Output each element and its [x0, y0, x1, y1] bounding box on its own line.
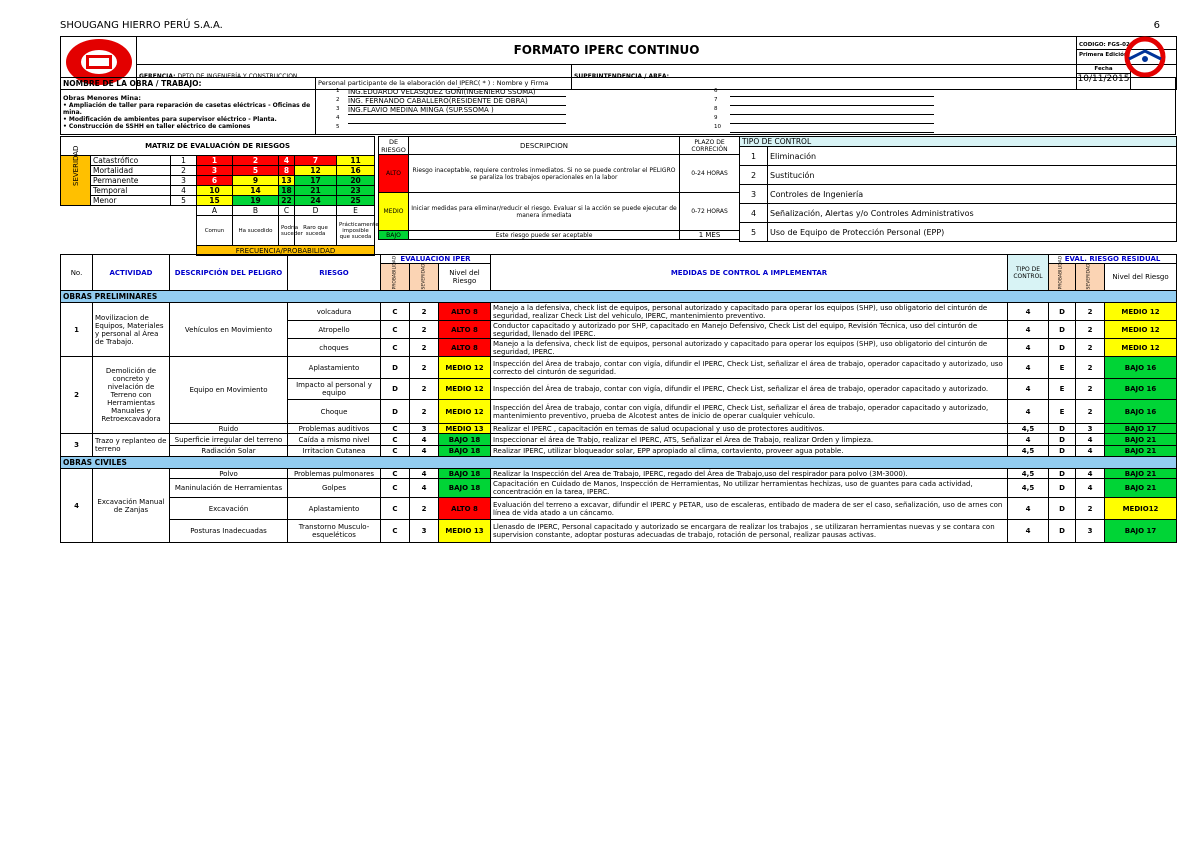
table-row [61, 357, 1177, 379]
matrix-cell: 25 [337, 196, 375, 206]
hazard-cell: Ruido [170, 424, 288, 434]
measure-cell: Llenasdo de IPERC, Personal capacitado y autorizado se encargara de realizar los trabajos , se utilizaran herramientas nuevas y se contara con supervision constante, adoptar posturas adecuadas de trabajo, rotación de personal, realizar pausas activas. [491, 520, 1008, 543]
activity-number: 3 [61, 434, 93, 457]
col-rsev-header [1076, 264, 1105, 291]
risk-level-medio: MEDIO [379, 193, 409, 231]
matrix-cell: 1 [197, 156, 233, 166]
severity-row-label: Catastrófico [91, 156, 171, 166]
sev-cell: 2 [410, 303, 439, 321]
rprob-cell: D [1049, 520, 1076, 543]
control-type-number: 3 [740, 185, 768, 204]
sev-cell: 2 [410, 379, 439, 400]
severity-row-number: 1 [171, 156, 197, 166]
activity-number: 2 [61, 357, 93, 434]
matrix-cell: 11 [337, 156, 375, 166]
rprob-cell: D [1049, 303, 1076, 321]
sev-cell: 3 [410, 520, 439, 543]
matrix-title: MATRIZ DE EVALUACIÓN DE RIESGOS [61, 137, 375, 156]
col-no-header: No. [61, 255, 93, 291]
matrix-cell: 18 [279, 186, 295, 196]
severity-label: SEVERIDAD [71, 145, 80, 186]
rprob-cell: D [1049, 469, 1076, 479]
severity-row-number: 5 [171, 196, 197, 206]
company-name: SHOUGANG HIERRO PERÚ S.A.A. [60, 20, 223, 31]
rprob-cell: D [1049, 479, 1076, 498]
rlevel-cell: BAJO 21 [1105, 469, 1177, 479]
level-cell: BAJO 18 [439, 434, 491, 446]
measure-cell: Inspeccionar el área de Trabjo, realizar el IPERC, ATS, Señalizar el Área de Trabajo, realizar Orden y limpieza. [491, 434, 1008, 446]
control-type-cell: 4 [1008, 321, 1049, 339]
risk-matrix [60, 136, 379, 256]
personnel-number: 2 [336, 97, 340, 103]
severity-row-number: 4 [171, 186, 197, 196]
rlevel-cell: BAJO 16 [1105, 379, 1177, 400]
control-type-cell: 4,5 [1008, 446, 1049, 457]
activity-label: Excavación Manual de Zanjas [93, 469, 170, 543]
col-rprob-header [1049, 255, 1076, 291]
matrix-cell: 3 [197, 166, 233, 176]
table-row [61, 446, 1177, 457]
table-row [61, 498, 1177, 520]
level-cell: BAJO 18 [439, 446, 491, 457]
personnel-name [730, 97, 934, 106]
rlevel-cell: BAJO 16 [1105, 400, 1177, 424]
frequency-description: Raro que suceda [295, 216, 337, 246]
personnel-list-left [336, 88, 566, 133]
matrix-cell: 16 [337, 166, 375, 176]
correction-period: 1 MES [680, 231, 740, 240]
sev-cell: 4 [410, 479, 439, 498]
personnel-number: 9 [714, 115, 718, 121]
risk-level-alto: ALTO [379, 155, 409, 193]
personnel-number: 5 [336, 124, 340, 130]
sev-cell: 4 [410, 469, 439, 479]
sev-cell: 4 [410, 446, 439, 457]
rlevel-cell: MEDIO 12 [1105, 321, 1177, 339]
agnav-logo-icon [1115, 37, 1175, 77]
level-cell: MEDIO 12 [439, 400, 491, 424]
personnel-name: ING.FLAVIO MEDINA MINGA (SUP.SSOMA ) [348, 106, 566, 115]
correction-period: 0-24 HORAS [680, 155, 740, 193]
severity-row-label: Temporal [91, 186, 171, 196]
rprob-cell: E [1049, 357, 1076, 379]
risk-cell: Transtorno Musculo-esqueléticos [288, 520, 381, 543]
control-type-cell: 4 [1008, 434, 1049, 446]
activity-number: 1 [61, 303, 93, 357]
control-type-cell: 4 [1008, 520, 1049, 543]
matrix-cell: 14 [233, 186, 279, 196]
control-type-number: 4 [740, 204, 768, 223]
control-type-cell: 4 [1008, 498, 1049, 520]
rlevel-cell: BAJO 16 [1105, 357, 1177, 379]
gerencia-value: DPTO DE INGENIERÍA Y CONSTRUCCION [177, 73, 298, 81]
measure-cell: Capacitación en Cuidado de Manos, Inspección de Herramientas, No utilizar herramientas hechizas, uso de guantes para cada actividad, concentración en la tarea, IPERC. [491, 479, 1008, 498]
form-title: FORMATO IPERC CONTINUO [137, 37, 1077, 65]
table-row [61, 303, 1177, 321]
risk-cell: Atropello [288, 321, 381, 339]
prob-cell: C [381, 446, 410, 457]
prob-cell: C [381, 303, 410, 321]
control-type-cell: 4 [1008, 379, 1049, 400]
personnel-name: ING.EDUARDO VELASQUEZ GOÑI(INGENIERO SSOMA) [348, 88, 566, 97]
matrix-cell: 4 [279, 156, 295, 166]
form-code: CODIGO: FGS-02 [1077, 40, 1176, 50]
rlevel-cell: BAJO 21 [1105, 434, 1177, 446]
sev-cell: 2 [410, 357, 439, 379]
rsev-cell: 2 [1076, 498, 1105, 520]
frequency-description: Prácticamente imposible que suceda [337, 216, 375, 246]
table-row [61, 469, 1177, 479]
personnel-name [730, 124, 934, 133]
level-cell: BAJO 18 [439, 479, 491, 498]
risk-level-bajo: BAJO [379, 231, 409, 240]
risk-cell: Aplastamiento [288, 357, 381, 379]
matrix-cell: 13 [279, 176, 295, 186]
personnel-name: ING. FERNANDO CABALLERO(RESIDENTE DE OBRA) [348, 97, 566, 106]
correction-period-header: PLAZO DE CORRECIÓN [680, 137, 740, 155]
personnel-name [730, 115, 934, 124]
personnel-list-right [714, 88, 934, 133]
rprob-cell: D [1049, 498, 1076, 520]
sev-cell: 2 [410, 498, 439, 520]
control-type-label: Eliminación [768, 147, 1177, 166]
sev-cell: 3 [410, 424, 439, 434]
matrix-cell: 10 [197, 186, 233, 196]
personnel-number: 10 [714, 124, 721, 130]
rprob-cell: D [1049, 424, 1076, 434]
control-type-label: Controles de Ingeniería [768, 185, 1177, 204]
frequency-letter: E [337, 206, 375, 216]
matrix-cell: 12 [295, 166, 337, 176]
matrix-cell: 22 [279, 196, 295, 206]
col-rprob-label: PROBABILIDAD [1058, 255, 1064, 289]
matrix-cell: 19 [233, 196, 279, 206]
measure-cell: Conductor capacitado y autorizado por SHP, capacitado en Manejo Defensivo, Check List del equipo, Revisión Técnica, uso del cinturón de seguridad, llenado del IPERC. [491, 321, 1008, 339]
superintendencia-label: SUPERINTENDENCIA / AREA: [572, 64, 1077, 89]
col-sev-label: SEVERIDAD [421, 262, 427, 289]
col-control-type-header: TIPO DE CONTROL [1008, 255, 1049, 291]
col-prob-label: PROBABILIDAD [392, 255, 398, 289]
table-row [61, 520, 1177, 543]
matrix-cell: 17 [295, 176, 337, 186]
personnel-name [730, 88, 934, 97]
activity-label: Trazo y replanteo de terreno [93, 434, 170, 457]
rsev-cell: 2 [1076, 400, 1105, 424]
rprob-cell: D [1049, 446, 1076, 457]
sev-cell: 2 [410, 400, 439, 424]
activity-label: Demolición de concreto y nivelación de Terreno con Herramientas Manuales y Retroexcavadora [93, 357, 170, 434]
work-block [60, 77, 1176, 135]
work-line-2: • Ampliación de taller para reparación de casetas eléctricas - Oficinas de mina. [63, 102, 311, 116]
personnel-name [348, 115, 566, 124]
gerencia-label: GERENCIA: [139, 73, 176, 81]
rprob-cell: E [1049, 379, 1076, 400]
personnel-number: 1 [336, 88, 340, 94]
measure-cell: Manejo a la defensiva, check list de equipos, personal autorizado y capacitado para operar los equipos (SHP), uso obligatorio del cinturón de seguridad, IPERC. [491, 339, 1008, 357]
personnel-name [730, 106, 934, 115]
col-rlevel-header: Nivel del Riesgo [1105, 264, 1177, 291]
rlevel-cell: BAJO 21 [1105, 479, 1177, 498]
col-measures-header: MEDIDAS DE CONTROL A IMPLEMENTAR [491, 255, 1008, 291]
rlevel-cell: BAJO 17 [1105, 424, 1177, 434]
rlevel-cell: MEDIO 12 [1105, 339, 1177, 357]
rsev-cell: 2 [1076, 321, 1105, 339]
control-type-number: 5 [740, 223, 768, 242]
measure-cell: Realizar IPERC, utilizar bloqueador solar, EPP apropiado al clima, cortaviento, proveer agua potable. [491, 446, 1008, 457]
risk-cell: Aplastamiento [288, 498, 381, 520]
risk-cell: Choque [288, 400, 381, 424]
prob-cell: C [381, 424, 410, 434]
rprob-cell: D [1049, 321, 1076, 339]
personnel-number: 7 [714, 97, 718, 103]
sev-cell: 2 [410, 321, 439, 339]
table-row [61, 434, 1177, 446]
section-header: OBRAS CIVILES [61, 457, 1177, 469]
date-value: 10/11/2015 [1077, 73, 1130, 84]
page-number: 6 [1153, 20, 1160, 31]
rlevel-cell: BAJO 17 [1105, 520, 1177, 543]
risk-cell: Irritacion Cutanea [288, 446, 381, 457]
prob-cell: C [381, 339, 410, 357]
personnel-number: 8 [714, 106, 718, 112]
logo-agnav [1115, 37, 1175, 77]
activity-number: 4 [61, 469, 93, 543]
level-cell: MEDIO 12 [439, 357, 491, 379]
control-type-cell: 4,5 [1008, 469, 1049, 479]
section-header: OBRAS PRELIMINARES [61, 291, 1177, 303]
rsev-cell: 4 [1076, 434, 1105, 446]
frequency-description: Ha sucedido [233, 216, 279, 246]
measure-cell: Inspección del Área de trabajo, contar con vigía, difundir el IPERC, Check List, señalizar el área de trabajo, operador capacitado y autorizado. [491, 379, 1008, 400]
risk-cell: Caída a mismo nivel [288, 434, 381, 446]
rsev-cell: 2 [1076, 303, 1105, 321]
severity-row-label: Mortalidad [91, 166, 171, 176]
rlevel-cell: MEDIO12 [1105, 498, 1177, 520]
control-types-table [739, 136, 1177, 242]
personnel-number: 3 [336, 106, 340, 112]
control-type-cell: 4,5 [1008, 479, 1049, 498]
hazard-cell: Vehículos en Movimiento [170, 303, 288, 357]
col-activity-header: ACTIVIDAD [93, 255, 170, 291]
sev-cell: 4 [410, 434, 439, 446]
frequency-letter: D [295, 206, 337, 216]
matrix-cell: 8 [279, 166, 295, 176]
level-cell: ALTO 8 [439, 339, 491, 357]
rprob-cell: D [1049, 434, 1076, 446]
matrix-cell: 21 [295, 186, 337, 196]
level-cell: MEDIO 13 [439, 424, 491, 434]
rlevel-cell: MEDIO 12 [1105, 303, 1177, 321]
activity-label: Movilizacion de Equipos, Materiales y personal al Área de Trabajo. [93, 303, 170, 357]
severity-row-number: 2 [171, 166, 197, 176]
frequency-letter: B [233, 206, 279, 216]
rprob-cell: D [1049, 339, 1076, 357]
col-residual-header: EVAL. RIESGO RESIDUAL [1049, 255, 1177, 264]
frequency-letter: C [279, 206, 295, 216]
col-risk-header: RIESGO [288, 255, 381, 291]
col-sev-header [410, 264, 439, 291]
work-label: NOMBRE DE LA OBRA / TRABAJO: [63, 79, 202, 88]
severity-axis [61, 145, 91, 206]
hazard-cell: Polvo [170, 469, 288, 479]
matrix-cell: 6 [197, 176, 233, 186]
risk-cell: Impacto al personal y equipo [288, 379, 381, 400]
measure-cell: Inspección del Área de trabajo, contar con vigía, difundir el IPERC, Check List, señalizar el área de trabajo, operador capacitado y autorizado, uso correcto del cinturón de seguridad. [491, 357, 1008, 379]
rsev-cell: 4 [1076, 479, 1105, 498]
level-cell: BAJO 18 [439, 469, 491, 479]
rsev-cell: 4 [1076, 469, 1105, 479]
risk-cell: choques [288, 339, 381, 357]
measure-cell: Inspección del Área de trabajo, contar con vigía, difundir el IPERC, Check List, señalizar el área de trabajo, operador capacitado y autorizado, mantenimiento preventivo, prueba de Alcotest antes de inicio de operar cualquier vehículo. [491, 400, 1008, 424]
severity-row-label: Menor [91, 196, 171, 206]
level-cell: ALTO 8 [439, 498, 491, 520]
rprob-cell: E [1049, 400, 1076, 424]
rsev-cell: 2 [1076, 379, 1105, 400]
prob-cell: C [381, 321, 410, 339]
level-cell: ALTO 8 [439, 303, 491, 321]
control-types-title: TIPO DE CONTROL [740, 137, 1177, 147]
col-hazard-header: DESCRIPCIÓN DEL PELIGRO [170, 255, 288, 291]
prob-cell: C [381, 434, 410, 446]
control-type-label: Señalización, Alertas y/o Controles Administrativos [768, 204, 1177, 223]
measure-cell: Evaluación del terreno a excavar, difundir el IPERC y PETAR, uso de escaleras, entibado de madera de ser el caso, señalización, uso de arnes con línea de vida atado a un cáncamo. [491, 498, 1008, 520]
frequency-description: Comun [197, 216, 233, 246]
table-row [61, 479, 1177, 498]
control-type-cell: 4 [1008, 357, 1049, 379]
work-line-4: • Construcción de SSHH en taller eléctrico de camiones [63, 123, 251, 130]
rsev-cell: 2 [1076, 339, 1105, 357]
severity-row-number: 3 [171, 176, 197, 186]
matrix-cell: 24 [295, 196, 337, 206]
risk-level-description: Este riesgo puede ser aceptable [409, 231, 680, 240]
iperc-table [60, 254, 1177, 543]
rsev-cell: 2 [1076, 357, 1105, 379]
table-row [61, 424, 1177, 434]
prob-cell: D [381, 379, 410, 400]
control-type-cell: 4,5 [1008, 424, 1049, 434]
rsev-cell: 3 [1076, 424, 1105, 434]
prob-cell: C [381, 469, 410, 479]
date-label: Fecha [1077, 65, 1130, 74]
control-type-label: Uso de Equipo de Protección Personal (EPP) [768, 223, 1177, 242]
matrix-cell: 20 [337, 176, 375, 186]
page-header [60, 20, 1160, 31]
measure-cell: Realizar el IPERC , capacitación en temas de salud ocupacional y uso de protectores auditivos. [491, 424, 1008, 434]
control-type-number: 2 [740, 166, 768, 185]
risk-cell: Problemas pulmonares [288, 469, 381, 479]
col-rsev-label: SEVERIDAD [1086, 262, 1092, 289]
risk-cell: volcadura [288, 303, 381, 321]
level-cell: MEDIO 13 [439, 520, 491, 543]
hazard-cell: Excavación [170, 498, 288, 520]
col-level-header: Nivel del Riesgo [439, 264, 491, 291]
personnel-label: Personal participante de la elaboración del IPERC( * ) : Nombre y Firma [318, 79, 549, 87]
matrix-cell: 7 [295, 156, 337, 166]
hazard-cell: Superficie irregular del terreno [170, 434, 288, 446]
risk-level-description: Riesgo inaceptable, requiere controles inmediatos. Si no se puede controlar el PELIGRO se paraliza los trabajos operacionales en la labor [409, 155, 680, 193]
risk-level-header: DE RIESGO [379, 137, 409, 155]
severity-row-label: Permanente [91, 176, 171, 186]
level-cell: ALTO 8 [439, 321, 491, 339]
form-edition: Primera Edición [1079, 51, 1128, 58]
frequency-description: Podría suceder [279, 216, 295, 246]
prob-cell: C [381, 479, 410, 498]
control-type-label: Sustitución [768, 166, 1177, 185]
prob-cell: D [381, 400, 410, 424]
matrix-cell: 15 [197, 196, 233, 206]
prob-cell: C [381, 498, 410, 520]
measure-cell: Realizar la Inspección del Area de Trabajo, IPERC, regado del Área de Trabajo,uso del respirador para polvo (3M-3000). [491, 469, 1008, 479]
col-eval-header: EVALUACIÓN IPER [381, 255, 491, 264]
control-type-cell: 4 [1008, 303, 1049, 321]
risk-description-header: DESCRIPCION [409, 137, 680, 155]
rlevel-cell: BAJO 21 [1105, 446, 1177, 457]
sev-cell: 2 [410, 339, 439, 357]
hazard-cell: Equipo en Movimiento [170, 357, 288, 424]
hazard-cell: Radiación Solar [170, 446, 288, 457]
control-type-number: 1 [740, 147, 768, 166]
matrix-cell: 9 [233, 176, 279, 186]
hazard-cell: Posturas Inadecuadas [170, 520, 288, 543]
rsev-cell: 4 [1076, 446, 1105, 457]
hazard-cell: Maninulación de Herramientas [170, 479, 288, 498]
risk-level-description: Iniciar medidas para eliminar/reducir el riesgo. Evaluar si la acción se puede ejecutar de manera inmediata [409, 193, 680, 231]
frequency-letter: A [197, 206, 233, 216]
work-line-3: • Modificación de ambientes para supervisor eléctrico - Planta. [63, 116, 277, 123]
measure-cell: Manejo a la defensiva, check list de equipos, personal autorizado y capacitado para operar los equipos (SHP), uso obligatorio del cinturón de seguridad, realizar Check List del vehiculo, IPERC, mantenimiento preventivo. [491, 303, 1008, 321]
work-line-1: Obras Menores Mina: [63, 94, 141, 102]
correction-period: 0-72 HORAS [680, 193, 740, 231]
risk-level-table [378, 136, 740, 240]
rsev-cell: 3 [1076, 520, 1105, 543]
personnel-number: 4 [336, 115, 340, 121]
prob-cell: C [381, 520, 410, 543]
matrix-cell: 23 [337, 186, 375, 196]
risk-cell: Problemas auditivos [288, 424, 381, 434]
personnel-name [348, 124, 566, 133]
level-cell: MEDIO 12 [439, 379, 491, 400]
matrix-cell: 2 [233, 156, 279, 166]
risk-cell: Golpes [288, 479, 381, 498]
col-prob-header [381, 255, 410, 291]
matrix-cell: 5 [233, 166, 279, 176]
control-type-cell: 4 [1008, 400, 1049, 424]
personnel-number: 6 [714, 88, 718, 94]
prob-cell: D [381, 357, 410, 379]
frequency-label: FRECUENCIA/PROBABILIDAD [197, 246, 375, 256]
control-type-cell: 4 [1008, 339, 1049, 357]
